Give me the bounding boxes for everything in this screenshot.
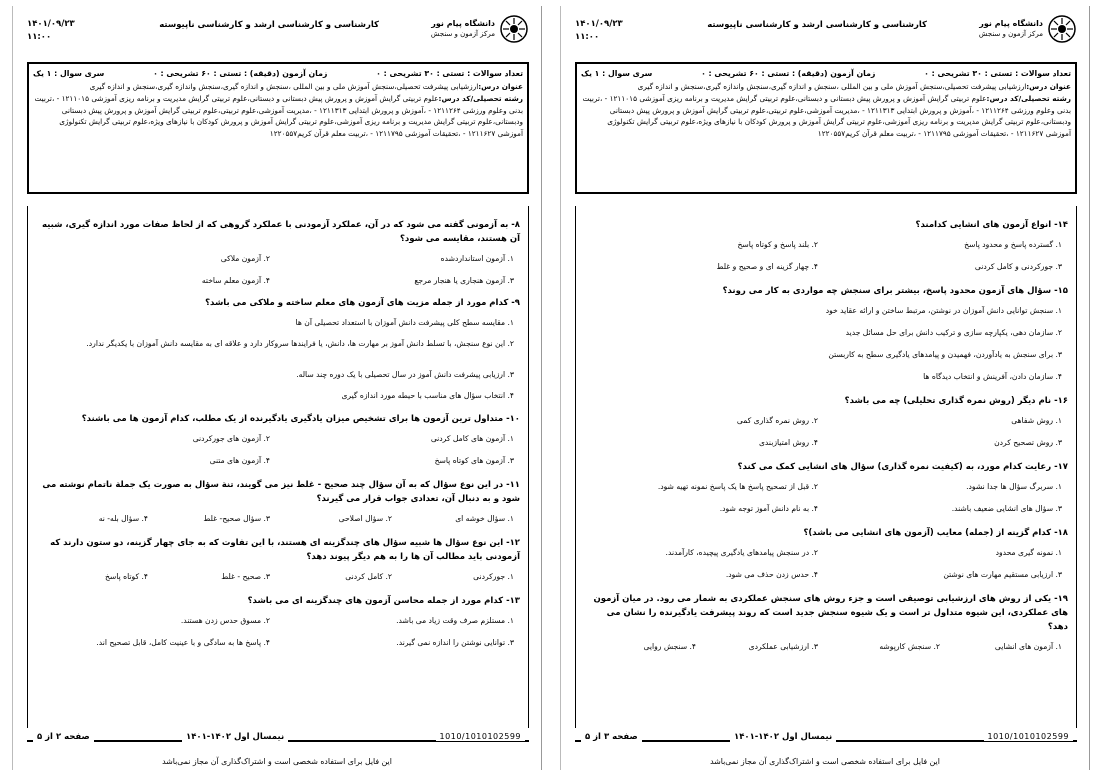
exam-page-3 bbox=[560, 6, 1090, 770]
option: ۲. آزمون های جورکردنی bbox=[192, 434, 270, 443]
option: ۱. آزمون های کامل کردنی bbox=[430, 434, 514, 443]
questions-count: تعداد سوالات : تستی : ۳۰ تشریحی : ۰ bbox=[376, 69, 523, 78]
option: ۱. سؤال خوشه ای bbox=[455, 514, 514, 523]
exam-info-box: تعداد سوالات : تستی : ۳۰ تشریحی : ۰ زمان آزمون (دقیقه) : تستی : ۶۰ تشریحی : ۰ سری سوال : ۱ یک عنوان درس:ارزشیابی پیشرفت تحصیلی،سنجش آموزش ملی و بین المللی ،سنجش و اندازه گیری،سنجش واندازه گیری،سنجش و اندازه گیری رشته تحصیلی/کد درس:علوم تربیتی گرایش آموزش و پرورش پیش دبستانی و دبستانی،علوم تربیتی گرایش مدیریت و برنامه ریزی آموزشی ۱۲۱۱۰۱۵ - ،تربیت بدنی وعلوم ورزشی ۱۲۱۱۲۶۴ - ،آموزش و پرورش ابتدایی ۱۲۱۱۳۱۳ - ،مدیریت آموزشی،علوم تربیتی،علوم تربیتی گرایش آموزش و پرورش پیش دبستانی ودبستانی،علوم تربیتی گرایش مدیریت و برنامه ریزی آموزشی،علوم تربیتی گرایش آموزش و پرورش کودکان با نیازهای ویژه،علوم تربیتی گرایش تکنولوژی آموزشی ۱۲۱۱۶۲۷ - ،تحقیقات آموزشی ۱۲۱۱۷۹۵ - ،تربیت معلم قرآن کریم۱۲۲۰۵۵۷ bbox=[575, 62, 1077, 194]
option: ۲. در سنجش پیامدهای یادگیری پیچیده، کارآمدند. bbox=[665, 548, 818, 557]
option: ۴. سازمان دادن، آفرینش و انتخاب دیدگاه ها bbox=[923, 372, 1062, 381]
term-label: نیمسال اول ۱۴۰۲-۱۴۰۱ bbox=[730, 732, 836, 742]
option: ۳. آزمون هنجاری یا هنجار مرجع bbox=[414, 276, 514, 285]
option: ۳. جورکردنی و کامل کردنی bbox=[974, 262, 1062, 271]
option: ۴. انتخاب سؤال های مناسب با حیطه مورد اندازه گیری bbox=[341, 391, 514, 400]
option: ۲. سؤال اصلاحی bbox=[338, 514, 392, 523]
university-name: دانشگاه پیام نور مرکز آزمون و سنجش bbox=[430, 19, 495, 38]
option: ۲. قبل از تصحیح پاسخ ها یک پاسخ نمونه تهیه شود. bbox=[657, 482, 818, 491]
option: ۱. مستلزم صرف وقت زیاد می باشد. bbox=[396, 616, 514, 625]
option: ۱. مقایسه سطح کلی پیشرفت دانش آموزان با استعداد تحصیلی آن ها bbox=[295, 318, 514, 327]
option: ۴. حدس زدن حذف می شود. bbox=[725, 570, 818, 579]
questions-area bbox=[27, 206, 529, 728]
course-title: ارزشیابی پیشرفت تحصیلی،سنجش آموزش ملی و بین المللی ،سنجش و اندازه گیری،سنجش واندازه گیری،سنجش و اندازه گیری bbox=[89, 81, 479, 91]
copyright-note: این فایل برای استفاده شخصی است و اشتراک‌گذاری آن مجاز نمی‌باشد bbox=[162, 757, 392, 766]
option: ۴. روش امتیازبندی bbox=[758, 438, 818, 447]
page-header bbox=[575, 12, 1077, 52]
question-18: ۱۸- کدام گزینه از (جمله) معایب (آزمون های انشایی می باشد)؟ ۱. نمونه گیری محدود ۲. در سنجش پیامدهای یادگیری پیچیده، کارآمدند. ۳. ارزیابی مستقیم مهارت های نوشتن ۴. حدس زدن حذف می شود. bbox=[576, 526, 1076, 586]
question-14: ۱۴- انواع آزمون های انشایی کدامند؟ ۱. گسترده پاسخ و محدود پاسخ ۲. بلند پاسخ و کوتاه پاسخ ۳. جورکردنی و کامل کردنی ۴. چهار گزینه ای و صحیح و غلط bbox=[576, 218, 1076, 278]
option: ۳. ارزیابی پیشرفت دانش آموز در سال تحصیلی با یک دوره چند ساله. bbox=[296, 370, 514, 379]
option: ۱. گسترده پاسخ و محدود پاسخ bbox=[964, 240, 1062, 249]
option: ۲. روش نمره گذاری کمی bbox=[736, 416, 818, 425]
university-logo-icon bbox=[1047, 14, 1077, 44]
university-logo-icon bbox=[499, 14, 529, 44]
option: ۴. سنجش روایی bbox=[643, 642, 696, 651]
exam-page-2 bbox=[12, 6, 542, 770]
copyright-note: این فایل برای استفاده شخصی است و اشتراک‌گذاری آن مجاز نمی‌باشد bbox=[710, 757, 940, 766]
option: ۳. توانایی نوشتن را اندازه نمی گیرند. bbox=[396, 638, 514, 647]
question-series: سری سوال : ۱ یک bbox=[33, 69, 105, 78]
option: ۱. آزمون استانداردشده bbox=[440, 254, 514, 263]
exam-level: کارشناسی و کارشناسی ارشد و کارشناسی ناپیوسته bbox=[707, 20, 927, 30]
option: ۴. آزمون های متنی bbox=[209, 456, 270, 465]
term-label: نیمسال اول ۱۴۰۲-۱۴۰۱ bbox=[182, 732, 288, 742]
question-9: ۹- کدام مورد از جمله مزیت های آزمون های معلم ساخته و ملاکی می باشد؟ ۱. مقایسه سطح کلی پیشرفت دانش آموزان با استعداد تحصیلی آن ها ۲. این نوع سنجش، با تسلط دانش آموز بر مهارت ها، دانش، یا فرایندها سروکار دارد و علاقه ای به مقایسه دانش آموزان با یکدیگر ندارد. ۳. ارزیابی پیشرفت دانش آموز در سال تحصیلی با یک دوره چند ساله. ۴. انتخاب سؤال های مناسب با حیطه مورد اندازه گیری bbox=[28, 296, 528, 406]
option: ۳. برای سنجش به یادآوردن، فهمیدن و پیامدهای یادگیری سطح به کاربستن bbox=[828, 350, 1062, 359]
option: ۲. آزمون ملاکی bbox=[220, 254, 270, 263]
option: ۳. سؤال های انشایی ضعیف باشند. bbox=[951, 504, 1062, 513]
exam-date-time: ۱۴۰۱/۰۹/۲۳ ۱۱:۰۰ bbox=[27, 19, 75, 42]
course-title: ارزشیابی پیشرفت تحصیلی،سنجش آموزش ملی و بین المللی ،سنجش و اندازه گیری،سنجش واندازه گیری،سنجش و اندازه گیری bbox=[637, 81, 1027, 91]
page-header bbox=[27, 12, 529, 52]
option: ۳. صحیح - غلط bbox=[221, 572, 270, 581]
question-12: ۱۲- این نوع سؤال ها شبیه سؤال های چندگزینه ای هستند، با این تفاوت که به جای چهار گزینه، دو ستون دارند که آزمودنی باید مطالب آن ها را به هم دیگر پیوند دهد؟ ۱. جورکردنی ۲. کامل کردنی ۳. صحیح - غلط ۴. کوتاه پاسخ bbox=[28, 536, 528, 588]
option: ۳. ارزیابی مستقیم مهارت های نوشتن bbox=[943, 570, 1062, 579]
page-number: صفحه ۲ از ۵ bbox=[33, 732, 94, 742]
option: ۴. پاسخ ها به سادگی و با عینیت کامل، قابل تصحیح اند. bbox=[96, 638, 270, 647]
exam-info-box: تعداد سوالات : تستی : ۳۰ تشریحی : ۰ زمان آزمون (دقیقه) : تستی : ۶۰ تشریحی : ۰ سری سوال : ۱ یک عنوان درس:ارزشیابی پیشرفت تحصیلی،سنجش آموزش ملی و بین المللی ،سنجش و اندازه گیری،سنجش واندازه گیری،سنجش و اندازه گیری رشته تحصیلی/کد درس:علوم تربیتی گرایش آموزش و پرورش پیش دبستانی و دبستانی،علوم تربیتی گرایش مدیریت و برنامه ریزی آموزشی ۱۲۱۱۰۱۵ - ،تربیت بدنی وعلوم ورزشی ۱۲۱۱۲۶۴ - ،آموزش و پرورش ابتدایی ۱۲۱۱۳۱۳ - ،مدیریت آموزشی،علوم تربیتی،علوم تربیتی گرایش آموزش و پرورش پیش دبستانی ودبستانی،علوم تربیتی گرایش مدیریت و برنامه ریزی آموزشی،علوم تربیتی گرایش آموزش و پرورش کودکان با نیازهای ویژه،علوم تربیتی گرایش تکنولوژی آموزشی ۱۲۱۱۶۲۷ - ،تحقیقات آموزشی ۱۲۱۱۷۹۵ - ،تربیت معلم قرآن کریم۱۲۲۰۵۵۷ bbox=[27, 62, 529, 194]
option: ۴. سؤال بله- نه bbox=[98, 514, 148, 523]
page-footer bbox=[575, 732, 1077, 750]
exam-duration: زمان آزمون (دقیقه) : تستی : ۶۰ تشریحی : ۰ bbox=[701, 69, 876, 78]
question-19: ۱۹- یکی از روش های ارزشیابی توصیفی است و جزء روش های سنجش عملکردی به شمار می رود. در میان آزمون های عملکردی، این شیوه متداول تر است و یک شیوه سنجش جدید است که روند پیشرفت یادگیرنده را نشان می دهد؟ ۱. آزمون های انشایی ۲. سنجش کارپوشه ۳. ارزشیابی عملکردی ۴. سنجش روایی bbox=[576, 592, 1076, 658]
option: ۲. این نوع سنجش، با تسلط دانش آموز بر مهارت ها، دانش، یا فرایندها سروکار دارد و علاقه ای به مقایسه دانش آموزان با یکدیگر ندارد. bbox=[86, 339, 514, 348]
page-number: صفحه ۳ از ۵ bbox=[581, 732, 642, 742]
exam-duration: زمان آزمون (دقیقه) : تستی : ۶۰ تشریحی : ۰ bbox=[153, 69, 328, 78]
question-8: ۸- به آزمونی گفته می شود که در آن، عملکرد آزمودنی با عملکرد گروهی که از لحاظ صفات مورد اندازه گیری، شبیه آن هستند، مقایسه می شود؟ ۱. آزمون استانداردشده ۲. آزمون ملاکی ۳. آزمون هنجاری یا هنجار مرجع ۴. آزمون معلم ساخته bbox=[28, 218, 528, 292]
option: ۲. کامل کردنی bbox=[345, 572, 392, 581]
option: ۲. مسوق حدس زدن هستند. bbox=[180, 616, 270, 625]
question-11: ۱۱- در این نوع سؤال که به آن سؤال چند صحیح - غلط نیز می گویند، تنة سؤال به صورت یک جملة ناتمام نوشته می شود و به دنبال آن، تعدادی جواب قرار می گیرند؟ ۱. سؤال خوشه ای ۲. سؤال اصلاحی ۳. سؤال صحیح- غلط ۴. سؤال بله- نه bbox=[28, 478, 528, 530]
option: ۳. روش تصحیح کردن bbox=[994, 438, 1062, 447]
question-17: ۱۷- رعایت کدام مورد، به (کیفیت نمره گذاری) سؤال های انشایی کمک می کند؟ ۱. سربرگ سؤال ها جدا نشود. ۲. قبل از تصحیح پاسخ ها یک پاسخ نمونه تهیه شود. ۳. سؤال های انشایی ضعیف باشند. ۴. به نام دانش آموز توجه شود. bbox=[576, 460, 1076, 520]
field-codes: علوم تربیتی گرایش آموزش و پرورش پیش دبستانی و دبستانی،علوم تربیتی گرایش مدیریت و برنامه ریزی آموزشی ۱۲۱۱۰۱۵ - ،تربیت بدنی وعلوم ورزشی ۱۲۱۱۲۶۴ - ،آموزش و پرورش ابتدایی ۱۲۱۱۳۱۳ - ،مدیریت آموزشی،علوم تربیتی،علوم تربیتی گرایش آموزش و پرورش پیش دبستانی ودبستانی،علوم تربیتی گرایش مدیریت و برنامه ریزی آموزشی،علوم تربیتی گرایش آموزش و پرورش کودکان با نیازهای ویژه،علوم تربیتی گرایش تکنولوژی آموزشی ۱۲۱۱۶۲۷ - ،تحقیقات آموزشی ۱۲۱۱۷۹۵ - ،تربیت معلم قرآن کریم۱۲۲۰۵۵۷ bbox=[582, 94, 1071, 138]
option: ۱. سنجش توانایی دانش آموزان در نوشتن، مرتبط ساختن و ارائه عقاید خود bbox=[825, 306, 1062, 315]
option: ۲. بلند پاسخ و کوتاه پاسخ bbox=[737, 240, 818, 249]
exam-level: کارشناسی و کارشناسی ارشد و کارشناسی ناپیوسته bbox=[159, 20, 379, 30]
option: ۴. کوتاه پاسخ bbox=[105, 572, 148, 581]
exam-code: 1010/1010102599 bbox=[436, 732, 525, 741]
question-series: سری سوال : ۱ یک bbox=[581, 69, 653, 78]
option: ۱. روش شفاهی bbox=[1011, 416, 1062, 425]
option: ۴. چهار گزینه ای و صحیح و غلط bbox=[716, 262, 818, 271]
questions-area bbox=[575, 206, 1077, 728]
option: ۳. آزمون های کوتاه پاسخ bbox=[434, 456, 514, 465]
option: ۳. سؤال صحیح- غلط bbox=[203, 514, 270, 523]
option: ۱. آزمون های انشایی bbox=[994, 642, 1062, 651]
question-15: ۱۵- سؤال های آزمون محدود پاسخ، بیشتر برای سنجش چه مواردی به کار می روند؟ ۱. سنجش توانایی دانش آموزان در نوشتن، مرتبط ساختن و ارائه عقاید خود ۲. سازمان دهی، یکپارچه سازی و ترکیب دانش برای حل مسائل جدید ۳. برای سنجش به یادآوردن، فهمیدن و پیامدهای یادگیری سطح به کاربستن ۴. سازمان دادن، آفرینش و انتخاب دیدگاه ها bbox=[576, 284, 1076, 388]
page-footer bbox=[27, 732, 529, 750]
option: ۴. به نام دانش آموز توجه شود. bbox=[719, 504, 818, 513]
option: ۲. سنجش کارپوشه bbox=[879, 642, 940, 651]
option: ۱. نمونه گیری محدود bbox=[995, 548, 1062, 557]
question-10: ۱۰- متداول ترین آزمون ها برای تشخیص میزان یادگیری یادگیرنده از یک مطلب، کدام آزمون ها می باشند؟ ۱. آزمون های کامل کردنی ۲. آزمون های جورکردنی ۳. آزمون های کوتاه پاسخ ۴. آزمون های متنی bbox=[28, 412, 528, 472]
option: ۱. جورکردنی bbox=[473, 572, 514, 581]
field-codes: علوم تربیتی گرایش آموزش و پرورش پیش دبستانی و دبستانی،علوم تربیتی گرایش مدیریت و برنامه ریزی آموزشی ۱۲۱۱۰۱۵ - ،تربیت بدنی وعلوم ورزشی ۱۲۱۱۲۶۴ - ،آموزش و پرورش ابتدایی ۱۲۱۱۳۱۳ - ،مدیریت آموزشی،علوم تربیتی،علوم تربیتی گرایش آموزش و پرورش پیش دبستانی ودبستانی،علوم تربیتی گرایش مدیریت و برنامه ریزی آموزشی،علوم تربیتی گرایش آموزش و پرورش کودکان با نیازهای ویژه،علوم تربیتی گرایش تکنولوژی آموزشی ۱۲۱۱۶۲۷ - ،تحقیقات آموزشی ۱۲۱۱۷۹۵ - ،تربیت معلم قرآن کریم۱۲۲۰۵۵۷ bbox=[34, 94, 523, 138]
question-13: ۱۳- کدام مورد از جمله محاسن آزمون های چندگزینه ای می باشد؟ ۱. مستلزم صرف وقت زیاد می باشد. ۲. مسوق حدس زدن هستند. ۳. توانایی نوشتن را اندازه نمی گیرند. ۴. پاسخ ها به سادگی و با عینیت کامل، قابل تصحیح اند. bbox=[28, 594, 528, 654]
exam-code: 1010/1010102599 bbox=[984, 732, 1073, 741]
university-name: دانشگاه پیام نور مرکز آزمون و سنجش bbox=[978, 19, 1043, 38]
question-16: ۱۶- نام دیگر (روش نمره گذاری تحلیلی) چه می باشد؟ ۱. روش شفاهی ۲. روش نمره گذاری کمی ۳. روش تصحیح کردن ۴. روش امتیازبندی bbox=[576, 394, 1076, 454]
option: ۴. آزمون معلم ساخته bbox=[201, 276, 270, 285]
option: ۱. سربرگ سؤال ها جدا نشود. bbox=[966, 482, 1062, 491]
questions-count: تعداد سوالات : تستی : ۳۰ تشریحی : ۰ bbox=[924, 69, 1071, 78]
exam-date-time: ۱۴۰۱/۰۹/۲۳ ۱۱:۰۰ bbox=[575, 19, 623, 42]
option: ۲. سازمان دهی، یکپارچه سازی و ترکیب دانش برای حل مسائل جدید bbox=[845, 328, 1062, 337]
option: ۳. ارزشیابی عملکردی bbox=[748, 642, 818, 651]
